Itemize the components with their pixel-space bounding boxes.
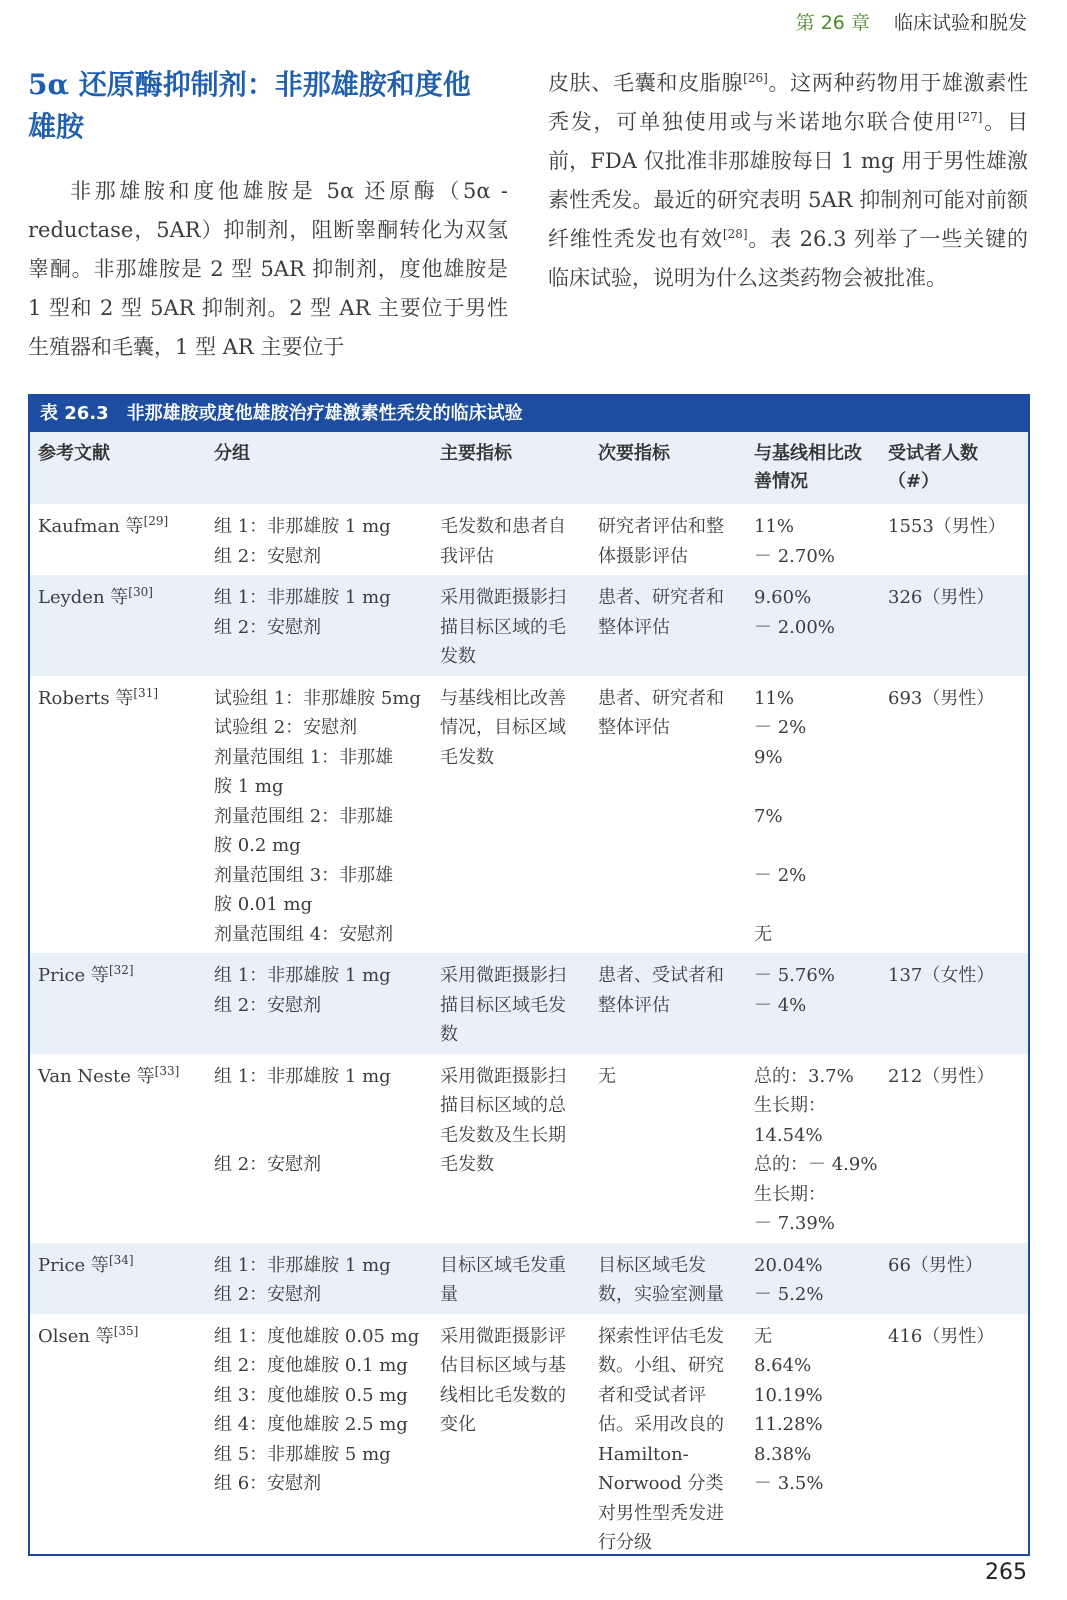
cell-secondary: 患者、研究者和整体评估 (590, 575, 746, 676)
cell-primary: 毛发数和患者自我评估 (440, 516, 566, 567)
section-title-line2: 雄胺 (28, 110, 85, 143)
spacer (754, 772, 872, 802)
cell-groups: 组 1：非那雄胺 1 mg 组 2：安慰剂 (206, 953, 432, 1054)
header-primary: 主要指标 (432, 432, 590, 504)
header-improvement: 与基线相比改善情况 (746, 432, 880, 504)
cell-groups: 组 1：非那雄胺 1 mg 组 2：安慰剂 (206, 1054, 432, 1243)
cell-groups: 组 1：非那雄胺 1 mg 组 2：安慰剂 (206, 575, 432, 676)
cell-improvement: 20.04% － 5.2% (746, 1243, 880, 1314)
cell-primary: 采用微距摄影扫描目标区域的总毛发数及生长期毛发数 (440, 1065, 566, 1175)
cell-primary: 目标区域毛发重量 (432, 1243, 590, 1314)
cell-primary: 与基线相比改善情况，目标区域毛发数 (440, 687, 566, 768)
table-row (30, 1314, 1028, 1562)
citation-28: [28] (722, 227, 748, 241)
cell-secondary: 目标区域毛发数，实验室测量 (590, 1243, 746, 1314)
cell-improvement: － 5.76% － 4% (746, 953, 880, 1054)
cell-subjects: 1553（男性） (888, 516, 1006, 537)
para2-part-c: 。目前，FDA 仅批准非那雄胺每日 1 mg 用于男性雄激素性秃发。最近的研究表明 5AR 抑制剂可能对前额纤维性秃发也有效 (548, 110, 1029, 251)
para2-part-a: 皮肤、毛囊和皮脂腺 (548, 71, 744, 95)
chapter-label: 第 26 章 (795, 12, 870, 34)
header-subjects: 受试者人数（#） (880, 432, 1028, 504)
running-head (796, 8, 1027, 35)
spacer (214, 1121, 424, 1151)
table-header-row (30, 432, 1028, 504)
clinical-trials-table (28, 394, 1030, 1556)
table-row (30, 575, 1028, 676)
table-row (30, 676, 1028, 954)
cell-groups: 组 1：非那雄胺 1 mg 组 2：安慰剂 (206, 1243, 432, 1314)
header-groups: 分组 (206, 432, 432, 504)
cell-subjects: 326（男性） (880, 575, 1028, 676)
cell-subjects: 416（男性） (888, 1325, 995, 1347)
cell-secondary: 研究者评估和整体摄影评估 (598, 516, 724, 567)
cell-subjects: 137（女性） (880, 953, 1028, 1054)
page-number: 265 (985, 1560, 1027, 1585)
cell-secondary: 无 (598, 1065, 616, 1087)
table-row (30, 504, 1028, 575)
cell-reference: Olsen 等[35] (38, 1323, 139, 1347)
cell-primary: 采用微距摄影评估目标区域与基线相比毛发数的变化 (440, 1325, 566, 1435)
header-secondary: 次要指标 (590, 432, 746, 504)
cell-improvement: 9.60% － 2.00% (746, 575, 880, 676)
table-grid (30, 432, 1028, 1562)
cell-reference: Van Neste 等[33] (38, 1063, 180, 1087)
spacer (214, 1091, 424, 1121)
citation-27: [27] (957, 110, 983, 124)
table-row (30, 953, 1028, 1054)
cell-secondary: 患者、研究者和整体评估 (598, 687, 724, 738)
cell-improvement: 11% － 2% 9% 7% － 2% 无 (746, 676, 880, 954)
cell-reference: Roberts 等[31] (38, 685, 159, 709)
header-reference: 参考文献 (30, 432, 206, 504)
table-row (30, 1243, 1028, 1314)
cell-subjects: 212（男性） (888, 1065, 995, 1087)
cell-improvement: 11% － 2.70% (754, 516, 835, 567)
cell-groups: 组 1：非那雄胺 1 mg 组 2：安慰剂 (214, 516, 391, 567)
cell-reference: Leyden 等[30] (30, 575, 206, 676)
cell-improvement: 总的：3.7% 生长期： 14.54% 总的：－ 4.9% 生长期： － 7.39% (754, 1065, 878, 1234)
spacer (754, 890, 872, 920)
cell-reference: Kaufman 等[29] (38, 514, 169, 537)
cell-subjects: 693（男性） (888, 687, 995, 709)
cell-primary: 采用微距摄影扫描目标区域毛发数 (432, 953, 590, 1054)
section-title (28, 64, 508, 148)
citation-26: [26] (743, 71, 768, 85)
cell-secondary: 探索性评估毛发数。小组、研究者和受试者评估。采用改良的 Hamilton-Norwood 分类对男性型秃发进行分级 (598, 1325, 724, 1553)
para2-part-d: 。表 26.3 列举了一些关键的临床试验，说明为什么这类药物会被批准。 (548, 227, 1029, 290)
cell-reference: Price 等[34] (30, 1243, 206, 1314)
cell-groups: 试验组 1：非那雄胺 5mg 试验组 2：安慰剂 剂量范围组 1：非那雄 胺 1 mg 剂量范围组 2：非那雄 胺 0.2 mg 剂量范围组 3：非那雄 胺 0.01 mg 剂量范围组 4：安慰剂 (214, 687, 421, 945)
cell-primary: 采用微距摄影扫描目标区域的毛发数 (432, 575, 590, 676)
right-column (548, 64, 1028, 298)
left-column (28, 64, 508, 367)
section-title-line1: 5α 还原酶抑制剂：非那雄胺和度他 (28, 68, 471, 101)
cell-reference: Price 等[32] (30, 953, 206, 1054)
cell-secondary: 患者、受试者和整体评估 (590, 953, 746, 1054)
cell-improvement: 无 8.64% 10.19% 11.28% 8.38% － 3.5% (754, 1325, 824, 1494)
spacer (754, 831, 872, 861)
para2-part-b: 。这两种药物用于雄激素性秃发，可单独使用或与米诺地尔联合使用 (548, 71, 1029, 134)
chapter-title: 临床试验和脱发 (893, 12, 1027, 34)
paragraph-2 (548, 64, 1028, 298)
table-row (30, 1054, 1028, 1243)
cell-subjects: 66（男性） (880, 1243, 1028, 1314)
paragraph-1: 非那雄胺和度他雄胺是 5α 还原酶（5α - reductase，5AR）抑制剂，阻断睾酮转化为双氢睾酮。非那雄胺是 2 型 5AR 抑制剂，度他雄胺是 1 型和 2 型 5AR 抑制剂。2 型 AR 主要位于男性生殖器和毛囊，1 型 AR 主要位于 (28, 179, 508, 359)
table-caption: 表 26.3 非那雄胺或度他雄胺治疗雄激素性秃发的临床试验 (30, 396, 1028, 432)
cell-groups: 组 1：度他雄胺 0.05 mg 组 2：度他雄胺 0.1 mg 组 3：度他雄胺 0.5 mg 组 4：度他雄胺 2.5 mg 组 5：非那雄胺 5 mg 组 6：安慰剂 (214, 1325, 420, 1494)
